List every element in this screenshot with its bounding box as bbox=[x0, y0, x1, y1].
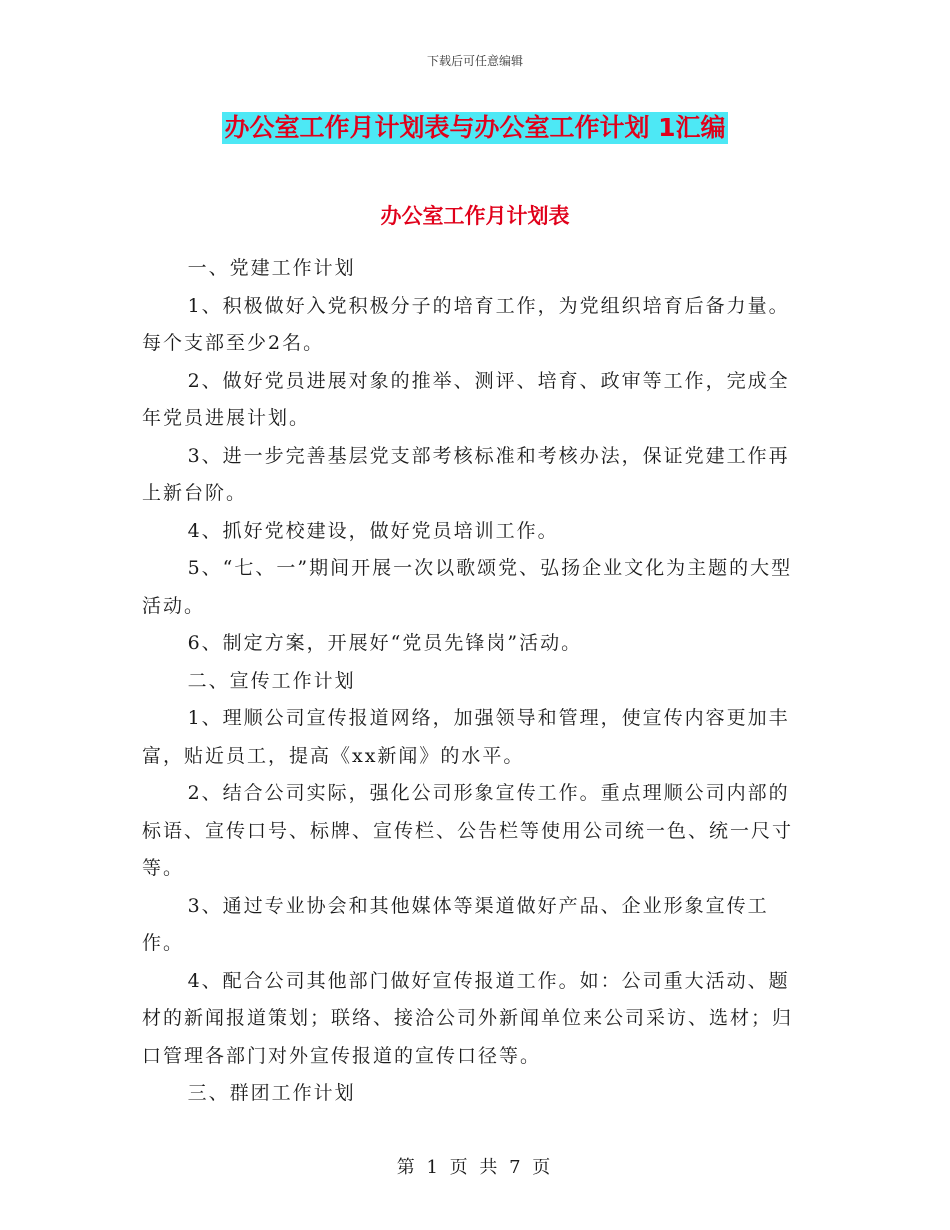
document-body bbox=[142, 250, 810, 1113]
main-title-wrap bbox=[0, 112, 950, 144]
paragraph: 4、配合公司其他部门做好宣传报道工作。如：公司重大活动、题材的新闻报道策划；联络、接洽公司外新闻单位来公司采访、选材；归口管理各部门对外宣传报道的宣传口径等。 bbox=[142, 969, 794, 1067]
paragraph: 3、进一步完善基层党支部考核标准和考核办法，保证党建工作再上新台阶。 bbox=[142, 444, 790, 504]
paragraph: 2、做好党员进展对象的推举、测评、培育、政审等工作，完成全年党员进展计划。 bbox=[142, 369, 790, 429]
paragraph: 6、制定方案，开展好“党员先锋岗”活动。 bbox=[187, 632, 583, 654]
section-title: 办公室工作月计划表 bbox=[380, 204, 570, 228]
paragraph: 2、结合公司实际，强化公司形象宣传工作。重点理顺公司内部的标语、宣传口号、标牌、宣传栏、公告栏等使用公司统一色、统一尺寸等。 bbox=[142, 782, 794, 879]
paragraph: 1、理顺公司宣传报道网络，加强领导和管理，使宣传内容更加丰富，贴近员工，提高《xx新闻》的水平。 bbox=[142, 707, 790, 767]
paragraph: 5、“七、一”期间开展一次以歌颂党、弘扬企业文化为主题的大型活动。 bbox=[142, 557, 793, 617]
section-heading: 二、宣传工作计划 bbox=[187, 669, 356, 692]
header-note: 下载后可任意编辑 bbox=[426, 54, 523, 68]
main-title: 办公室工作月计划表与办公室工作计划 1汇编 bbox=[224, 113, 726, 142]
paragraph: 4、抓好党校建设，做好党员培训工作。 bbox=[187, 519, 559, 542]
paragraph: 3、通过专业协会和其他媒体等渠道做好产品、企业形象宣传工作。 bbox=[142, 894, 769, 954]
section-heading: 三、群团工作计划 bbox=[187, 1082, 356, 1104]
paragraph: 1、积极做好入党积极分子的培育工作，为党组织培育后备力量。每个支部至少2名。 bbox=[142, 294, 790, 354]
page-number: 第 1 页 共 7 页 bbox=[396, 1157, 554, 1178]
section-heading: 一、党建工作计划 bbox=[187, 257, 356, 279]
